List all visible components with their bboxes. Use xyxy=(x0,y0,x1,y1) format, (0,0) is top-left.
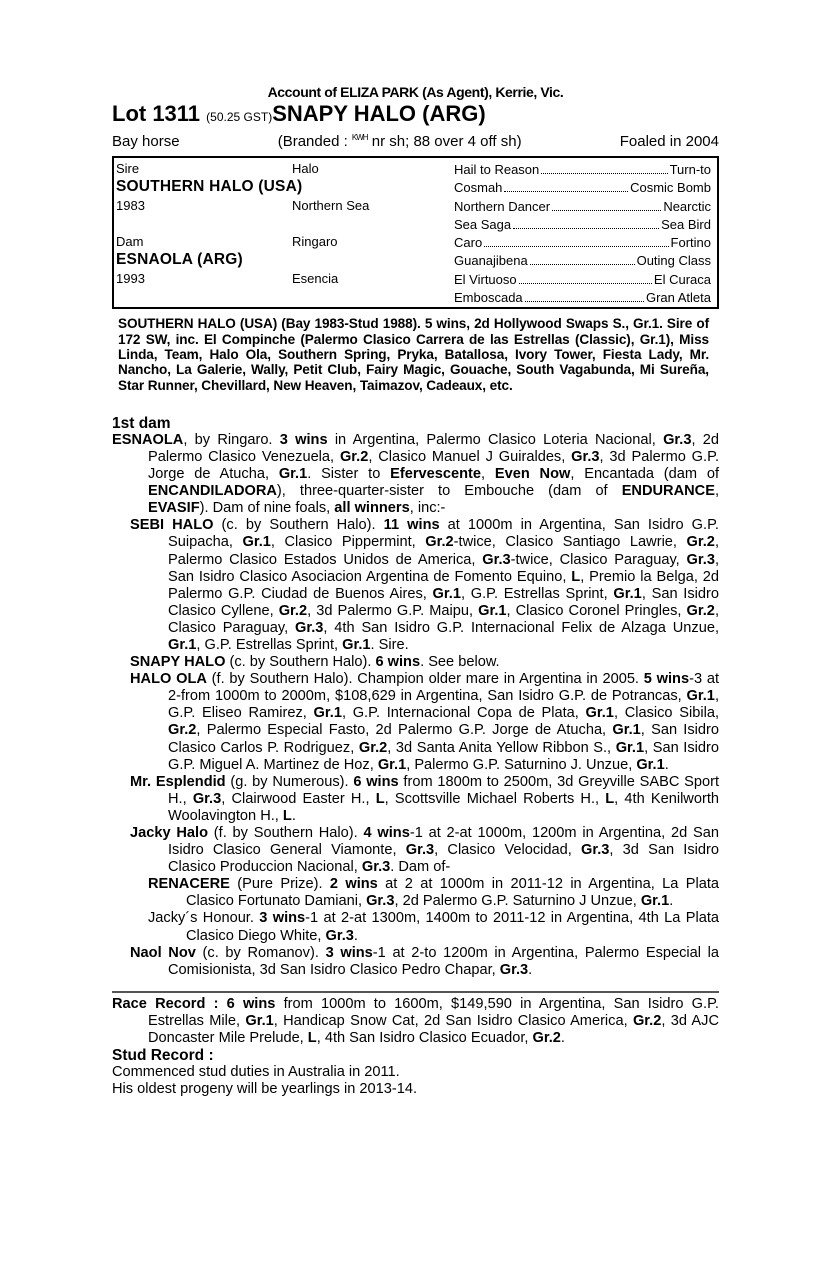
pedigree-grandparent xyxy=(292,215,454,233)
gst-amount: (50.25 GST) xyxy=(206,110,273,124)
text: , Handicap Snow Cat, 2d San Isidro Clasico America, xyxy=(273,1012,633,1029)
stud-record-line: Commenced stud duties in Australia in 2011. xyxy=(112,1064,400,1081)
text: , Clairwood Easter H., xyxy=(221,790,376,807)
bold-text: Mr. Esplendid xyxy=(130,773,226,790)
pedigree-grandparent: Esencia xyxy=(292,270,339,286)
sire-summary: SOUTHERN HALO (USA) (Bay 1983-Stud 1988). 5 wins, 2d Hollywood Swaps S., Gr.1. Sire of 172 SW, inc. El Compinche (Palermo Clasico Carrera de las Estrellas (Classic), Gr.1), Miss Linda, Team, Halo Ola, Southern Spring, Pryka, Batallosa, Ivory Tower, Fiesta Lady, Mr. Nancho, La Galerie, Wally, Petit Club, Fairy Magic, Gouache, South Vagabunda, Mi Sureña, Star Runner, Chevillard, New Heaven, Taimazov, Cadeaux, etc. xyxy=(118,316,709,393)
brand-symbol-icon: KWH xyxy=(351,133,368,142)
produce-entry xyxy=(112,432,719,517)
dam-sire-name: Turn-to xyxy=(669,162,711,177)
dot-leader xyxy=(484,233,668,247)
pedigree-great-grandparents xyxy=(454,160,711,178)
dam-sire-name: Sea Bird xyxy=(661,216,711,232)
pedigree-parent: ESNAOLA (ARG) xyxy=(116,251,243,269)
text: , 2d Palermo G.P. Saturnino J Unzue, xyxy=(394,893,641,910)
bold-text: Naol Nov xyxy=(130,944,196,961)
bold-text: L xyxy=(282,807,292,824)
foaled-year: Foaled in 2004 xyxy=(619,133,719,150)
horse-info xyxy=(112,133,719,150)
dam-sire-name: Cosmic Bomb xyxy=(630,180,711,196)
text: , by Ringaro. xyxy=(183,431,280,448)
sire-name: Hail to Reason xyxy=(454,162,540,177)
lot-number: Lot 1311 xyxy=(112,101,201,126)
bold-text: Gr.1 xyxy=(278,466,308,483)
dam-sire-name: El Curaca xyxy=(653,271,711,287)
bold-text: all winners xyxy=(334,500,410,517)
text: , 3d Palermo G.P. Jorge de Atucha, xyxy=(148,448,719,483)
text: at 2 at 1000m in 2011-12 in Argentina, La Plata Clasico Fortunato Damiani, xyxy=(186,876,720,910)
bold-text: 6 wins xyxy=(375,654,421,671)
pedigree-parent: Dam xyxy=(116,234,144,250)
text: , 4th San Isidro Clasico Ecuador, xyxy=(316,1030,533,1047)
stud-record-line: His oldest progeny will be yearlings in 2013-14. xyxy=(112,1081,418,1098)
dot-leader xyxy=(525,288,644,302)
bold-text: Gr.1 xyxy=(585,705,614,722)
bold-text: L xyxy=(375,790,385,807)
bold-text: Gr.2 xyxy=(358,739,388,756)
text: . xyxy=(669,893,674,910)
bold-text: Gr.3 xyxy=(325,927,354,944)
bold-text: Gr.1 xyxy=(615,739,645,756)
text: -1 at 2-to 1200m in Argentina, Palermo Especial la Comisionista, 3d San Isidro Clasico Pedro Chapar, xyxy=(168,944,720,978)
text: in Argentina, Palermo Clasico Loteria Nacional, xyxy=(327,431,664,448)
text: (g. by Numerous). xyxy=(225,773,354,790)
pedigree-great-grandparents xyxy=(454,197,711,215)
produce-entry xyxy=(112,654,719,671)
bold-text: ESNAOLA xyxy=(112,431,184,448)
produce-entry xyxy=(112,910,719,944)
bold-text: Gr.1 xyxy=(612,722,641,739)
text: (c. by Romanov). xyxy=(195,944,326,961)
catalogue-page xyxy=(112,84,719,1098)
pedigree-great-grandparents xyxy=(454,215,711,233)
produce-entry xyxy=(112,774,719,825)
text: -1 at 2-at 1000m, 1200m in Argentina, 2d San Isidro Clasico General Viamonte, xyxy=(168,825,719,859)
text: , G.P. Estrellas Sprint, xyxy=(196,636,343,653)
bold-text: RENACERE xyxy=(148,876,230,893)
bold-text: Gr.1 xyxy=(613,585,642,602)
text: , 3d Santa Anita Yellow Ribbon S., xyxy=(387,739,616,756)
bold-text: Gr.2 xyxy=(278,602,308,619)
bold-text: Gr.1 xyxy=(478,602,507,619)
text: . xyxy=(291,807,296,824)
bold-text: 2 wins xyxy=(329,876,378,893)
text: Jacky´s Honour. xyxy=(148,910,260,927)
bold-text: 5 wins xyxy=(643,671,690,688)
bold-text: Gr.3 xyxy=(686,551,715,568)
text: , 4th Kenilworth Woolavington H., xyxy=(168,790,719,824)
dam-sire-name: Nearctic xyxy=(663,198,711,214)
produce-entry xyxy=(112,671,719,774)
text: at 1000m in Argentina, San Isidro G.P. Suipacha, xyxy=(168,517,719,551)
pedigree-great-grandparents xyxy=(454,270,711,288)
pedigree-great-grandparents xyxy=(454,178,711,196)
pedigree-parent: 1983 xyxy=(116,197,145,213)
bold-text: Gr.1 xyxy=(377,756,407,773)
bold-text: 3 wins xyxy=(259,910,306,927)
text: , Premio la Belga, 2d Palermo G.P. Ciudad de Buenos Aires, xyxy=(168,568,719,602)
bold-text: Gr.3 xyxy=(663,431,692,448)
dam-sire-name: Gran Atleta xyxy=(645,290,711,306)
text: , Clasico Paraguay, xyxy=(168,602,719,636)
pedigree-parent: 1993 xyxy=(116,270,145,286)
pedigree-great-grandparents xyxy=(454,233,711,251)
bold-text: SNAPY HALO xyxy=(130,654,226,671)
dot-leader xyxy=(504,178,628,192)
sire-name: Guanajibena xyxy=(454,253,528,269)
bold-text: Gr.1 xyxy=(313,705,342,722)
pedigree-grandparent: Halo xyxy=(292,161,319,176)
text: . xyxy=(353,927,358,944)
bold-text: Gr.3 xyxy=(295,619,324,636)
bold-text: Gr.2 xyxy=(686,534,715,551)
text: , 3d San Isidro Clasico Produccion Nacional, xyxy=(168,842,719,876)
bold-text: Gr.3 xyxy=(571,448,600,465)
bold-text: Gr.1 xyxy=(636,756,665,773)
bold-text: Even Now xyxy=(494,466,571,483)
bold-text: HALO OLA xyxy=(130,671,207,688)
text: (f. by Southern Halo). xyxy=(208,825,364,842)
bold-text: 3 wins xyxy=(325,944,373,961)
text: . xyxy=(528,961,533,978)
produce-entry xyxy=(112,825,719,876)
divider xyxy=(112,991,719,993)
bold-text: Gr.1 xyxy=(686,688,715,705)
brand-prefix: (Branded : xyxy=(277,133,348,150)
pedigree-table xyxy=(112,156,719,309)
bold-text: Gr.1 xyxy=(242,534,271,551)
pedigree-grandparent: Ringaro xyxy=(292,234,338,250)
bold-text: EVASIF xyxy=(148,500,200,517)
text: , San Isidro G.P. Miguel A. Martinez de Hoz, xyxy=(168,739,719,773)
text: ), three-quarter-sister to Embouche (dam of xyxy=(276,483,622,500)
produce-entry xyxy=(112,945,719,979)
bold-text: ENDURANCE xyxy=(621,483,715,500)
stud-record-heading: Stud Record : xyxy=(112,1047,214,1065)
text: -twice, Clasico Paraguay, xyxy=(510,551,687,568)
pedigree-grandparent xyxy=(292,178,454,196)
text: , Clasico Coronel Pringles, xyxy=(506,602,687,619)
text: . Dam of- xyxy=(390,859,451,876)
dam-sire-name: Outing Class xyxy=(636,253,711,269)
pedigree-grandparent: Northern Sea xyxy=(292,197,370,213)
text: . xyxy=(560,1030,565,1047)
bold-text: Gr.2 xyxy=(532,1030,561,1047)
bold-text: L xyxy=(307,1030,317,1047)
lot-title xyxy=(112,101,719,127)
horse-sex-colour: Bay horse xyxy=(112,133,180,150)
pedigree-parent: SOUTHERN HALO (USA) xyxy=(116,178,303,196)
bold-text: SEBI HALO xyxy=(130,517,214,534)
text: (c. by Southern Halo). xyxy=(213,517,384,534)
text: , xyxy=(714,483,719,500)
text: , G.P. Eliseo Ramirez, xyxy=(168,688,719,722)
bold-text: Gr.3 xyxy=(405,842,435,859)
dot-leader xyxy=(530,251,635,265)
bold-text: Gr.1 xyxy=(245,1012,274,1029)
text: -twice, Clasico Santiago Lawrie, xyxy=(453,534,687,551)
sire-name: Caro xyxy=(454,235,483,251)
sire-name: Emboscada xyxy=(454,290,523,306)
sire-name: Cosmah xyxy=(454,180,503,196)
text: , 2d Palermo Clasico Venezuela, xyxy=(148,431,720,465)
text: . See below. xyxy=(420,654,500,671)
bold-text: Gr.1 xyxy=(432,585,461,602)
text: , San Isidro Clasico Cyllene, xyxy=(168,585,719,619)
bold-text: Gr.3 xyxy=(192,790,222,807)
bold-text: L xyxy=(605,790,615,807)
text: , G.P. Estrellas Sprint, xyxy=(460,585,614,602)
bold-text: Race Record : 6 wins xyxy=(112,995,276,1012)
bold-text: Jacky Halo xyxy=(130,825,208,842)
bold-text: Gr.3 xyxy=(482,551,511,568)
pedigree-parent xyxy=(116,215,292,233)
bold-text: Gr.1 xyxy=(342,636,371,653)
bold-text: Gr.3 xyxy=(361,859,391,876)
text: , 3d Palermo G.P. Maipu, xyxy=(307,602,479,619)
pedigree-parent: Sire xyxy=(116,161,140,176)
dot-leader xyxy=(541,160,667,174)
pedigree-great-grandparents xyxy=(454,288,711,306)
bold-text: Gr.3 xyxy=(581,842,610,859)
text: . Sister to xyxy=(307,466,391,483)
text: , Clasico Manuel J Guiraldes, xyxy=(368,448,572,465)
text: , Clasico Velocidad, xyxy=(434,842,582,859)
text: , Palermo Especial Fasto, 2d Palermo G.P. Jorge de Atucha, xyxy=(196,722,613,739)
dam-produce-list xyxy=(112,432,719,979)
bold-text: ENCANDILADORA xyxy=(148,483,277,500)
horse-name: SNAPY HALO (ARG) xyxy=(272,101,486,126)
text: from 1000m to 1600m, $149,590 in Argentina, San Isidro G.P. Estrellas Mile, xyxy=(148,995,719,1029)
bold-text: Gr.3 xyxy=(366,893,395,910)
produce-entry xyxy=(112,876,719,910)
bold-text: Gr.3 xyxy=(499,961,529,978)
pedigree-grandparent xyxy=(292,288,454,306)
dot-leader xyxy=(552,197,661,211)
bold-text: Gr.1 xyxy=(168,636,197,653)
bold-text: 4 wins xyxy=(363,825,410,842)
text: , Encantada (dam of xyxy=(570,466,719,483)
pedigree-great-grandparents xyxy=(454,251,711,269)
bold-text: 11 wins xyxy=(383,517,440,534)
bold-text: Gr.2 xyxy=(686,602,715,619)
sire-name: Sea Saga xyxy=(454,216,512,232)
text: -1 at 2-at 1300m, 1400m to 2011-12 in Argentina, 4th La Plata Clasico Diego White, xyxy=(186,910,720,944)
dot-leader xyxy=(513,215,659,229)
first-dam-heading: 1st dam xyxy=(112,414,171,432)
bold-text: L xyxy=(571,568,581,585)
bold-text: Gr.2 xyxy=(425,534,454,551)
text: , xyxy=(481,466,495,483)
text: , San Isidro Clasico Carlos P. Rodriguez, xyxy=(168,722,719,756)
dam-sire-name: Fortino xyxy=(670,235,711,251)
text: (Pure Prize). xyxy=(229,876,330,893)
sire-name: El Virtuoso xyxy=(454,271,517,287)
race-record xyxy=(112,996,719,1047)
text: from 1800m to 2500m, 3d Greyville SABC Sport H., xyxy=(168,773,720,807)
vendor-account: Account of ELIZA PARK (As Agent), Kerrie, Vic. xyxy=(267,84,564,100)
text: . Sire. xyxy=(370,636,409,653)
text: , G.P. Internacional Copa de Plata, xyxy=(341,705,586,722)
brand-suffix: nr sh; 88 over 4 off sh) xyxy=(371,133,522,150)
text: , Palermo Clasico Estados Unidos de America, xyxy=(168,534,719,568)
text: ). Dam of nine foals, xyxy=(199,500,335,517)
pedigree-parent xyxy=(116,288,292,306)
text: , inc:- xyxy=(409,500,446,517)
text: , Palermo G.P. Saturnino J. Unzue, xyxy=(406,756,637,773)
bold-text: Gr.2 xyxy=(339,448,369,465)
bold-text: Gr.2 xyxy=(168,722,197,739)
dot-leader xyxy=(519,270,652,284)
text: -3 at 2-from 1000m to 2000m, $108,629 in Argentina, San Isidro G.P. de Potrancas, xyxy=(168,671,720,705)
text: (c. by Southern Halo). xyxy=(225,654,376,671)
text: , 3d AJC Doncaster Mile Prelude, xyxy=(148,1012,720,1047)
brand-info xyxy=(278,133,522,150)
bold-text: Gr.2 xyxy=(632,1012,662,1029)
bold-text: Efervescente xyxy=(390,466,482,483)
sire-name: Northern Dancer xyxy=(454,198,551,214)
text: , Clasico Sibila, xyxy=(613,705,719,722)
bold-text: Gr.1 xyxy=(640,893,670,910)
text: , San Isidro Clasico Asociacion Argentina de Fomento Equino, xyxy=(168,551,720,585)
text: , Clasico Pippermint, xyxy=(270,534,426,551)
bold-text: 3 wins xyxy=(279,431,328,448)
pedigree-grandparent xyxy=(292,251,454,269)
bold-text: 6 wins xyxy=(353,773,399,790)
text: , Scottsville Michael Roberts H., xyxy=(384,790,606,807)
text: . xyxy=(664,756,669,773)
text: (f. by Southern Halo). Champion older mare in Argentina in 2005. xyxy=(206,671,644,688)
text: , 4th San Isidro G.P. Internacional Felix de Alzaga Unzue, xyxy=(323,619,720,636)
produce-entry xyxy=(112,517,719,654)
